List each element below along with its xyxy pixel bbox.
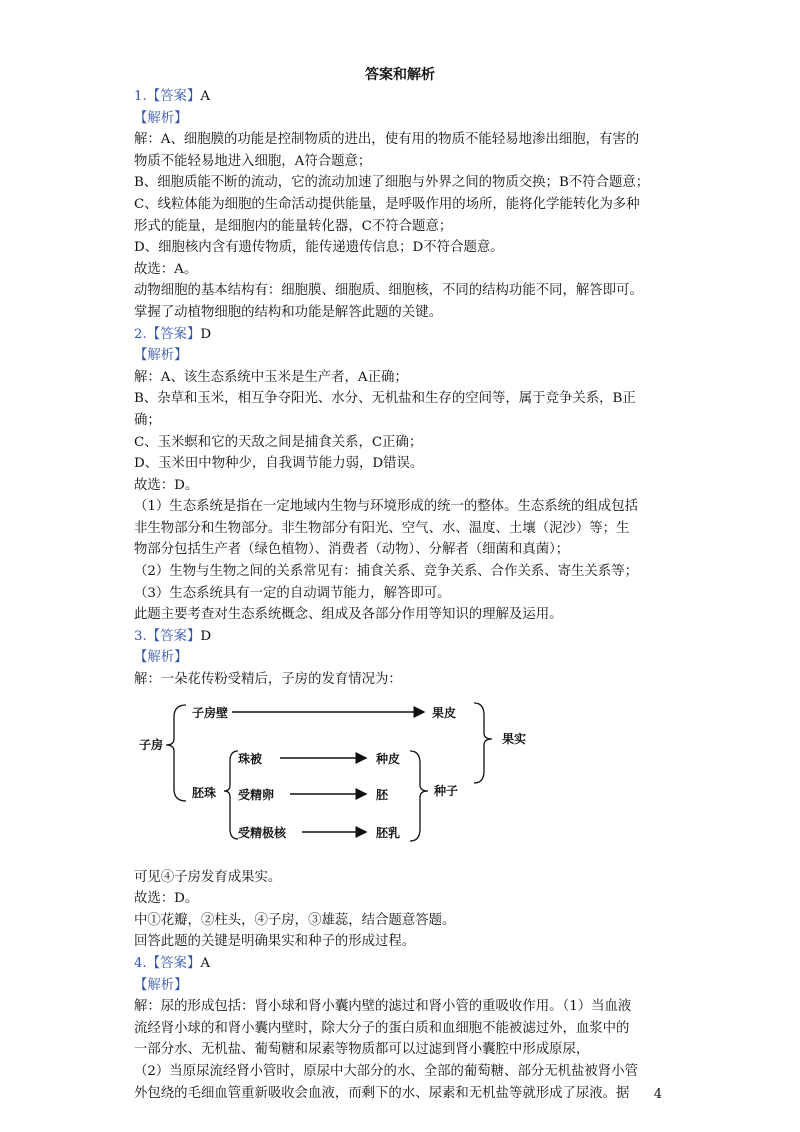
ovule-brace: [224, 751, 238, 839]
q4-answer-value: A: [200, 956, 211, 971]
q4-line: （2）当原尿流经肾小管时，原尿中大部分的水、全部的葡萄糖、部分无机盐被肾小管: [134, 1063, 638, 1079]
fruit-brace: [474, 703, 492, 783]
q2-line: （1）生态系统是指在一定地域内生物与环境形成的统一的整体。生态系统的组成包括: [134, 499, 638, 515]
embryo-label: 胚: [376, 787, 389, 802]
q2-line: 故选：D。: [134, 477, 199, 493]
q3-analysis-tag: 【解析】: [134, 650, 188, 666]
q4-line: 外包绕的毛细血管重新吸收会血液，而剩下的水、尿素和无机盐等就形成了尿液。据: [134, 1085, 630, 1101]
ovary-wall-label: 子房壁: [192, 705, 229, 720]
q1-line: 动物细胞的基本结构有：细胞膜、细胞质、细胞核，不同的结构功能不同，解答即可。: [134, 283, 643, 299]
q4-line: 流经肾小球的和肾小囊内壁时，除大分子的蛋白质和血细胞不能被滤过外，血浆中的: [134, 1020, 630, 1036]
q2-answer-value: D: [200, 326, 212, 342]
answer-line-q1: [134, 86, 674, 108]
q2-line: 物部分包括生产者（绿色植物）、消费者（动物）、分解者（细菌和真菌）；: [134, 542, 570, 558]
q1-analysis-tag: 【解析】: [134, 110, 188, 126]
q2-analysis-tag: 【解析】: [134, 348, 188, 364]
q1-line: C、线粒体能为细胞的生命活动提供能量，是呼吸作用的场所，能将化学能转化为多种: [134, 196, 640, 212]
fertilized-egg-label: 受精卵: [238, 787, 275, 802]
q1-line: B、细胞质能不断的流动，它的流动加速了细胞与外界之间的物质交换；B不符合题意；: [134, 175, 650, 191]
answer-line-q4: [134, 953, 674, 975]
seed-label: 种子: [434, 783, 459, 798]
ovary-brace: [166, 705, 186, 801]
q2-line: 解：A、该生态系统中玉米是生产者，A正确；: [134, 369, 408, 385]
answer-line-q3: [134, 626, 674, 648]
q2-line: C、玉米螟和它的天敌之间是捕食关系，C正确；: [134, 434, 423, 450]
seed-brace: [410, 751, 428, 841]
q4-answer-tag: 【答案】: [146, 956, 201, 971]
q4-line: 解：尿的形成包括：肾小球和肾小囊内壁的滤过和肾小管的重吸收作用。（1）当血液: [134, 999, 632, 1015]
q3-line: 中①花瓣，②柱头，④子房，③雄蕊，结合题意答题。: [134, 912, 456, 928]
q3-line: 故选：D。: [134, 891, 199, 907]
q1-line: 故选：A。: [134, 261, 198, 277]
q1-line: 形式的能量，是细胞内的能量转化器，C不符合题意；: [134, 218, 453, 234]
q2-line: 此题主要考查对生态系统概念、组成及各部分作用等知识的理解及运用。: [134, 607, 563, 623]
q2-line: （2）生物与生物之间的关系常见有：捕食关系、竞争关系、合作关系、寄生关系等；: [134, 564, 638, 580]
q4-analysis-tag: 【解析】: [134, 977, 188, 993]
endosperm-label: 胚乳: [376, 825, 401, 840]
q2-line: B、杂草和玉米，相互争夺阳光、水分、无机盐和生存的空间等，属于竞争关系，B正: [134, 391, 636, 407]
ovule-label: 胚珠: [192, 785, 217, 800]
doc-content: [134, 86, 674, 1104]
q2-answer-tag: 【答案】: [146, 326, 201, 342]
ovary-label: 子房: [139, 737, 164, 752]
q3-intro: 解：一朵花传粉受精后，子房的发育情况为：: [134, 672, 402, 688]
q1-line: 解：A、细胞膜的功能是控制物质的进出，使有用的物质不能轻易地渗出细胞，有害的: [134, 132, 640, 148]
q1-number: 1.: [134, 89, 147, 104]
q2-line: D、玉米田中物种少，自我调节能力弱，D错误。: [134, 456, 424, 472]
q2-line: 非生物部分和生物部分。非生物部分有阳光、空气、水、温度、土壤（泥沙）等；生: [134, 520, 630, 536]
q2-line: 确；: [134, 412, 161, 428]
q3-number: 3.: [134, 628, 147, 644]
q1-line: 掌握了动植物细胞的结构和功能是解答此题的关键。: [134, 304, 442, 320]
ovary-development-diagram: [134, 693, 674, 863]
page-number: 4: [653, 1087, 662, 1102]
q3-line: 可见④子房发育成果实。: [134, 869, 282, 885]
q1-line: D、细胞核内含有遗传物质，能传递遗传信息；D不符合题意。: [134, 240, 504, 256]
seed-coat-label: 种皮: [376, 751, 401, 766]
q1-answer-tag: 【答案】: [146, 89, 201, 104]
integument-label: 珠被: [238, 751, 263, 766]
q2-number: 2.: [134, 326, 147, 342]
doc-title: 答案和解析: [365, 67, 435, 83]
q1-line: 物质不能轻易地进入细胞，A符合题意；: [134, 153, 372, 169]
answer-line-q2: [134, 324, 674, 346]
q1-answer-value: A: [200, 89, 211, 104]
q4-number: 4.: [134, 956, 147, 971]
fruit-label: 果实: [502, 731, 527, 746]
pericarp-label: 果皮: [432, 705, 457, 720]
q3-line: 回答此题的关键是明确果实和种子的形成过程。: [134, 934, 416, 950]
q3-answer-value: D: [200, 628, 212, 644]
q2-line: （3）生态系统具有一定的自动调节能力，解答即可。: [134, 585, 451, 601]
q3-answer-tag: 【答案】: [146, 628, 201, 644]
fertilized-polar-label: 受精极核: [238, 825, 287, 840]
q4-line: 一部分水、无机盐、葡萄糖和尿素等物质都可以过滤到肾小囊腔中形成原尿，: [134, 1042, 590, 1058]
